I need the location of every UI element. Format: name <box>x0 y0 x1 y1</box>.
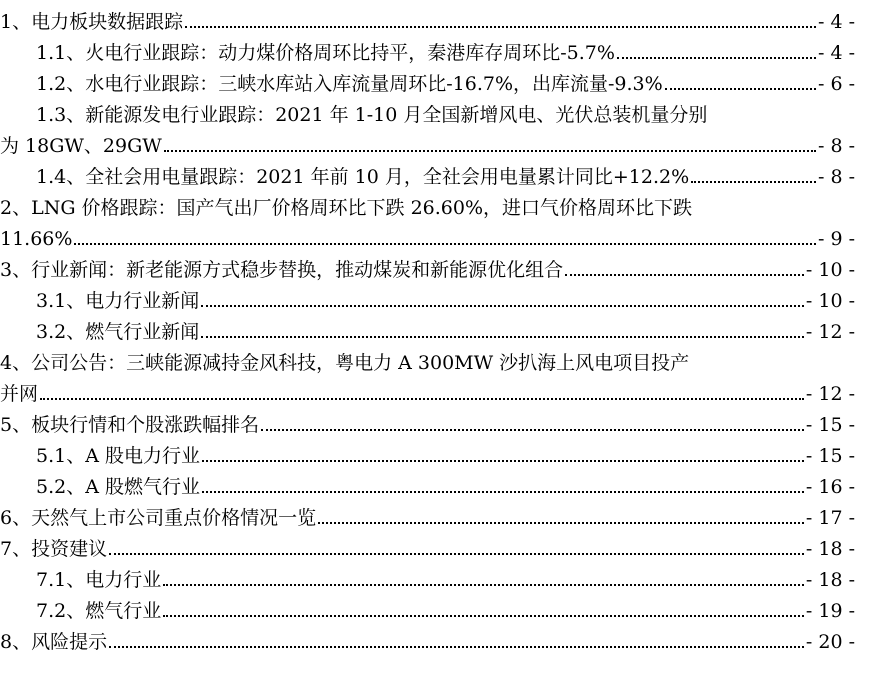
toc-entry-text: 8、风险提示 <box>0 631 108 653</box>
toc-entry-text: 1.4、全社会用电量跟踪：2021 年前 10 月，全社会用电量累计同比+12.2% <box>36 166 690 188</box>
toc-page-number: - 8 - <box>817 135 855 157</box>
toc-page-number: - 8 - <box>817 166 855 188</box>
dot-leader <box>665 87 816 90</box>
dot-leader <box>318 521 804 524</box>
toc-page-number: - 4 - <box>817 42 855 64</box>
toc-entry-7[interactable] <box>0 531 855 561</box>
toc-entry-3-1[interactable] <box>0 283 855 313</box>
toc-entry-4-continued[interactable] <box>0 376 855 406</box>
toc-entry-text: 7.2、燃气行业 <box>36 600 162 622</box>
toc-entry-text: 5.2、A 股燃气行业 <box>36 476 200 498</box>
toc-entry-2-continued[interactable] <box>0 221 855 251</box>
toc-entry-text: 6、天然气上市公司重点价格情况一览 <box>0 507 317 529</box>
toc-entry-text: 1.2、水电行业跟踪：三峡水库站入库流量周环比-16.7%，出库流量-9.3% <box>36 73 663 95</box>
dot-leader <box>201 335 804 338</box>
toc-page-number: - 15 - <box>805 445 855 467</box>
dot-leader <box>202 490 804 493</box>
toc-entry-1[interactable] <box>0 4 855 34</box>
toc-entry-3-2[interactable] <box>0 314 855 344</box>
toc-page-number: - 10 - <box>805 259 855 281</box>
toc-entry-6[interactable] <box>0 500 855 530</box>
toc-entry-text: 3.2、燃气行业新闻 <box>36 321 200 343</box>
toc-entry-text: 7、投资建议 <box>0 538 108 560</box>
toc-entry-text-continued: 并网 <box>0 383 39 405</box>
dot-leader <box>617 56 816 59</box>
toc-entry-8[interactable] <box>0 624 855 654</box>
toc-page-number: - 4 - <box>817 11 855 33</box>
toc-page-number: - 19 - <box>805 600 855 622</box>
dot-leader <box>261 428 804 431</box>
toc-entry-7-2[interactable] <box>0 593 855 623</box>
toc-entry-7-1[interactable] <box>0 562 855 592</box>
toc-entry-text: 1、电力板块数据跟踪 <box>0 11 184 33</box>
toc-page-number: - 9 - <box>817 228 855 250</box>
toc-entry-4[interactable] <box>0 345 855 375</box>
toc-page-number: - 10 - <box>805 290 855 312</box>
toc-entry-5-2[interactable] <box>0 469 855 499</box>
dot-leader <box>164 149 816 152</box>
toc-page-number: - 18 - <box>805 538 855 560</box>
dot-leader <box>202 459 804 462</box>
toc-entry-1-4[interactable] <box>0 159 855 189</box>
toc-entry-5-1[interactable] <box>0 438 855 468</box>
toc-entry-text: 5、板块行情和个股涨跌幅排名 <box>0 414 260 436</box>
toc-entry-2[interactable] <box>0 190 855 220</box>
toc-page-number: - 16 - <box>805 476 855 498</box>
toc-page-number: - 17 - <box>805 507 855 529</box>
toc-page-number: - 20 - <box>805 631 855 653</box>
toc-entry-text: 3、行业新闻：新老能源方式稳步替换，推动煤炭和新能源优化组合 <box>0 259 564 281</box>
toc-entry-text: 7.1、电力行业 <box>36 569 162 591</box>
toc-entry-1-3-continued[interactable] <box>0 128 855 158</box>
toc-entry-5[interactable] <box>0 407 855 437</box>
dot-leader <box>565 273 804 276</box>
toc-entry-text: 2、LNG 价格跟踪：国产气出厂价格周环比下跌 26.60%，进口气价格周环比下跌 <box>0 197 693 219</box>
toc-entry-text: 1.3、新能源发电行业跟踪：2021 年 1-10 月全国新增风电、光伏总装机量分别 <box>36 104 708 126</box>
toc-entry-text-continued: 为 18GW、29GW <box>0 135 162 157</box>
dot-leader <box>185 25 816 28</box>
toc-entry-1-1[interactable] <box>0 35 855 65</box>
toc-page-number: - 18 - <box>805 569 855 591</box>
toc-page-number: - 12 - <box>805 383 855 405</box>
toc-entry-text: 4、公司公告：三峡能源减持金风科技，粤电力 A 300MW 沙扒海上风电项目投产 <box>0 352 690 374</box>
toc-page-number: - 12 - <box>805 321 855 343</box>
dot-leader <box>163 614 804 617</box>
dot-leader <box>40 397 804 400</box>
dot-leader <box>691 180 816 183</box>
toc-page-number: - 6 - <box>817 73 855 95</box>
dot-leader <box>163 583 804 586</box>
toc-entry-text: 1.1、火电行业跟踪：动力煤价格周环比持平，秦港库存周环比-5.7% <box>36 42 615 64</box>
toc-entry-1-2[interactable] <box>0 66 855 96</box>
dot-leader <box>109 645 804 648</box>
toc-entry-text: 3.1、电力行业新闻 <box>36 290 200 312</box>
toc-entry-1-3[interactable] <box>0 97 855 127</box>
toc-entry-3[interactable] <box>0 252 855 282</box>
toc-entry-text: 5.1、A 股电力行业 <box>36 445 200 467</box>
dot-leader <box>201 304 804 307</box>
dot-leader <box>74 242 816 245</box>
toc-page-number: - 15 - <box>805 414 855 436</box>
dot-leader <box>109 552 804 555</box>
toc-entry-text-continued: 11.66% <box>0 228 73 250</box>
